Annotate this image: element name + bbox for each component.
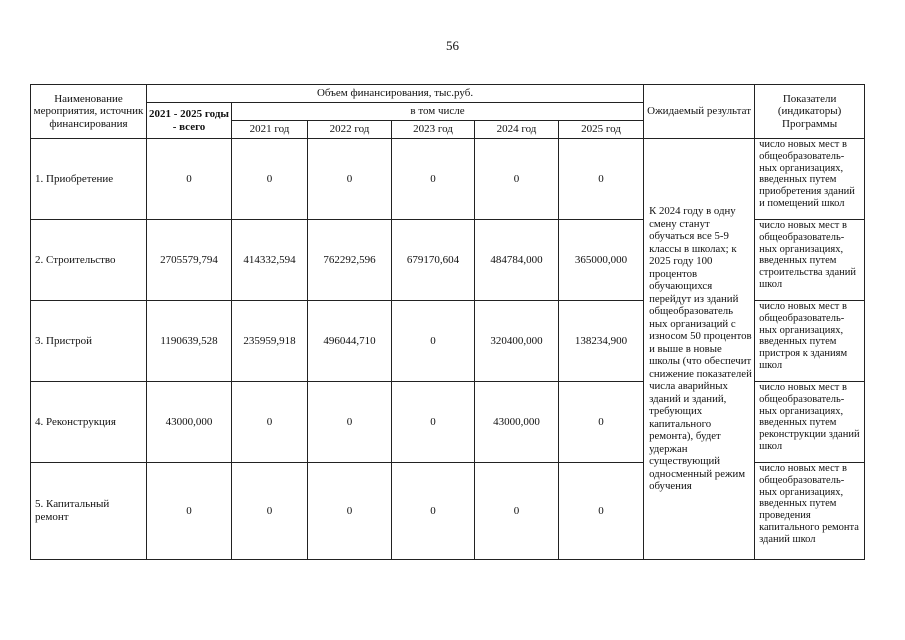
row-2024: 0 (475, 139, 559, 220)
row-2023: 0 (392, 139, 475, 220)
row-2023: 0 (392, 301, 475, 382)
row-2025: 138234,900 (559, 301, 644, 382)
header-expected-result: Ожидаемый результат (644, 85, 755, 139)
row-total: 0 (147, 139, 232, 220)
row-2024: 484784,000 (475, 220, 559, 301)
row-total: 0 (147, 463, 232, 560)
row-2025: 0 (559, 139, 644, 220)
row-2023: 0 (392, 382, 475, 463)
row-indicator: число новых мест в общеобразователь-ных организациях, введенных путем пристроя к зданиям школ (755, 301, 865, 382)
row-2023: 0 (392, 463, 475, 560)
row-name: 1. Приобретение (31, 139, 147, 220)
header-financing: Объем финансирования, тыс.руб. (147, 85, 644, 103)
row-2022: 0 (308, 382, 392, 463)
row-2022: 762292,596 (308, 220, 392, 301)
header-year-2023: 2023 год (392, 121, 475, 139)
row-2021: 0 (232, 463, 308, 560)
row-name: 3. Пристрой (31, 301, 147, 382)
row-2025: 0 (559, 382, 644, 463)
row-2022: 0 (308, 463, 392, 560)
header-including: в том числе (232, 103, 644, 121)
row-2021: 235959,918 (232, 301, 308, 382)
row-indicator: число новых мест в общеобразователь-ных организациях, введенных путем проведения капитального ремонта зданий школ (755, 463, 865, 560)
table-row (31, 139, 865, 220)
header-total: 2021 - 2025 годы - всего (147, 103, 232, 139)
row-name: 2. Строительство (31, 220, 147, 301)
row-2024: 320400,000 (475, 301, 559, 382)
row-2024: 43000,000 (475, 382, 559, 463)
row-total: 2705579,794 (147, 220, 232, 301)
row-2022: 496044,710 (308, 301, 392, 382)
row-2025: 0 (559, 463, 644, 560)
row-2023: 679170,604 (392, 220, 475, 301)
header-name: Наименование мероприятия, источник финансирования (31, 85, 147, 139)
row-name: 4. Реконструкция (31, 382, 147, 463)
header-year-2024: 2024 год (475, 121, 559, 139)
row-2021: 0 (232, 139, 308, 220)
row-2024: 0 (475, 463, 559, 560)
header-year-2025: 2025 год (559, 121, 644, 139)
row-2021: 0 (232, 382, 308, 463)
row-total: 1190639,528 (147, 301, 232, 382)
header-year-2021: 2021 год (232, 121, 308, 139)
row-2025: 365000,000 (559, 220, 644, 301)
header-year-2022: 2022 год (308, 121, 392, 139)
row-indicator: число новых мест в общеобразователь-ных организациях, введенных путем реконструкции зданий школ (755, 382, 865, 463)
financing-table (30, 84, 865, 560)
row-2021: 414332,594 (232, 220, 308, 301)
header-indicators: Показатели (индикаторы) Программы (755, 85, 865, 139)
expected-result-text: К 2024 году в одну смену станут обучаться все 5-9 классы в школах; к 2025 году 100 процентов обучающихся перейдут из зданий общеобразователь ных организаций с износом 50 процентов и выше в новые школы (что обеспечит снижение показателей числа аварийных зданий и зданий, требующих капитального ремонта), будет удержан существующий односменный режим обучения (644, 139, 755, 560)
page-number: 56 (446, 38, 459, 53)
row-indicator: число новых мест в общеобразователь-ных организациях, введенных путем приобретения зданий и помещений школ (755, 139, 865, 220)
row-name: 5. Капитальный ремонт (31, 463, 147, 560)
row-indicator: число новых мест в общеобразователь-ных организациях, введенных путем строительства зданий школ (755, 220, 865, 301)
row-total: 43000,000 (147, 382, 232, 463)
row-2022: 0 (308, 139, 392, 220)
